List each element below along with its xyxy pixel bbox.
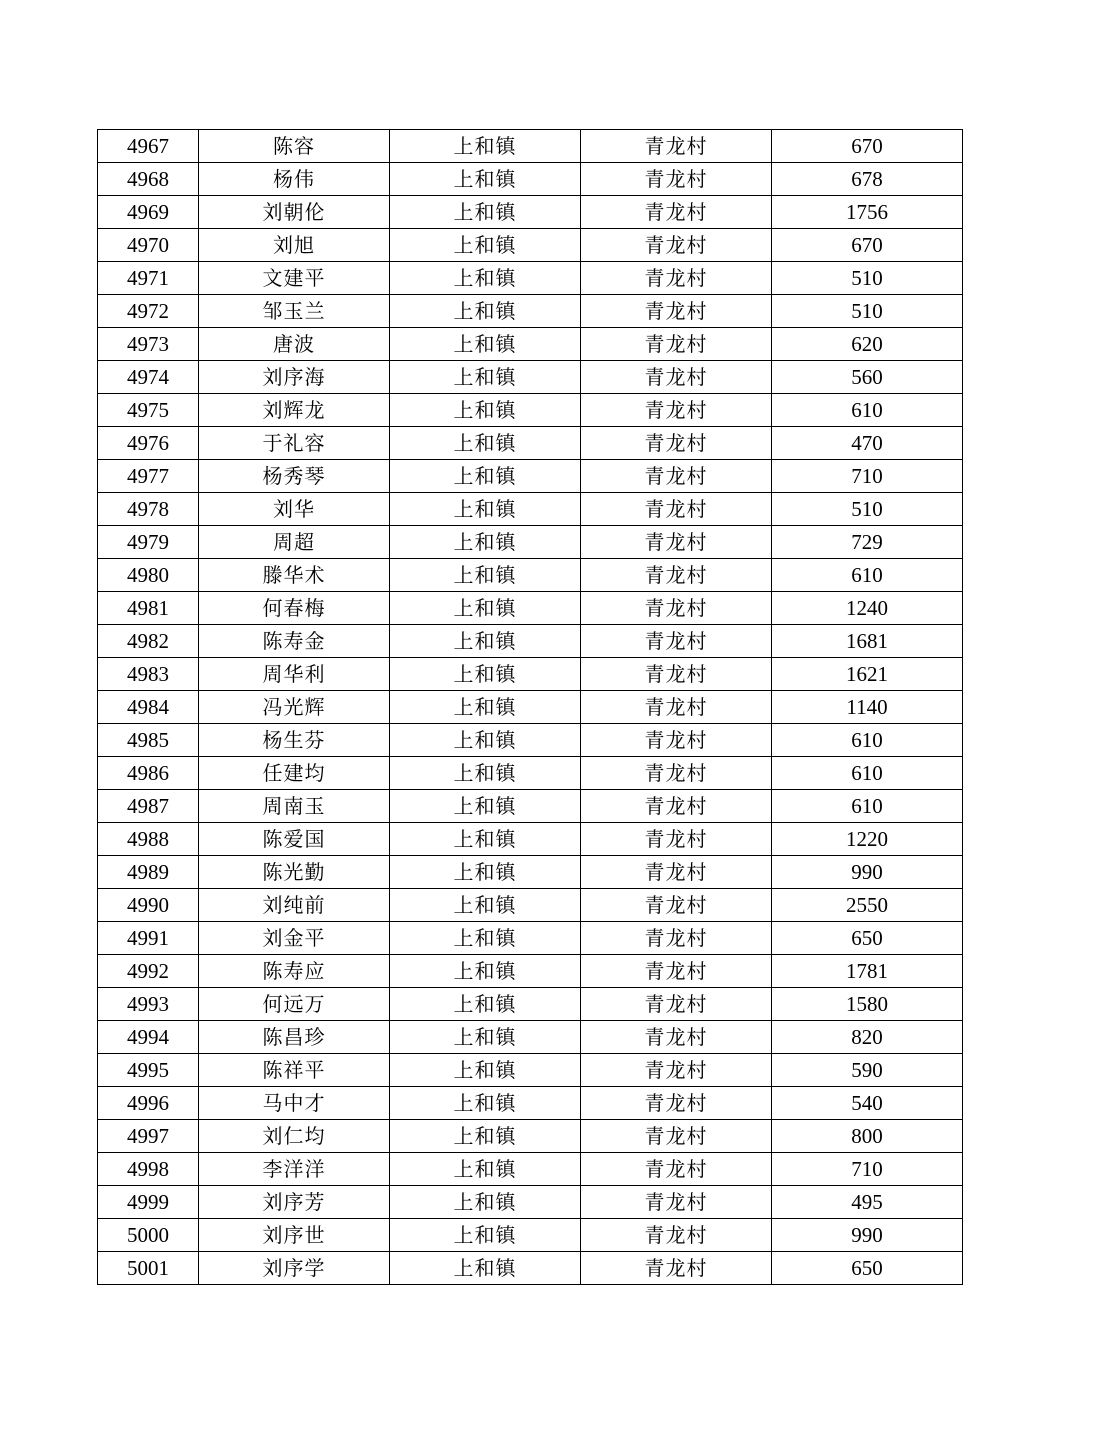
amount-cell: 610 <box>772 757 963 790</box>
village-cell: 青龙村 <box>581 163 772 196</box>
town-cell: 上和镇 <box>390 427 581 460</box>
town-cell: 上和镇 <box>390 196 581 229</box>
row-number-cell: 4982 <box>98 625 199 658</box>
name-cell: 陈寿应 <box>199 955 390 988</box>
row-number-cell: 4978 <box>98 493 199 526</box>
row-number-cell: 4996 <box>98 1087 199 1120</box>
town-cell: 上和镇 <box>390 394 581 427</box>
amount-cell: 540 <box>772 1087 963 1120</box>
village-cell: 青龙村 <box>581 724 772 757</box>
town-cell: 上和镇 <box>390 790 581 823</box>
row-number-cell: 5000 <box>98 1219 199 1252</box>
village-cell: 青龙村 <box>581 229 772 262</box>
table-row <box>98 757 963 790</box>
row-number-cell: 4994 <box>98 1021 199 1054</box>
table-row <box>98 856 963 889</box>
table-row <box>98 955 963 988</box>
amount-cell: 729 <box>772 526 963 559</box>
village-cell: 青龙村 <box>581 856 772 889</box>
name-cell: 陈昌珍 <box>199 1021 390 1054</box>
name-cell: 杨生芬 <box>199 724 390 757</box>
village-cell: 青龙村 <box>581 526 772 559</box>
village-cell: 青龙村 <box>581 1252 772 1285</box>
amount-cell: 710 <box>772 1153 963 1186</box>
village-cell: 青龙村 <box>581 988 772 1021</box>
amount-cell: 1621 <box>772 658 963 691</box>
town-cell: 上和镇 <box>390 1087 581 1120</box>
amount-cell: 1781 <box>772 955 963 988</box>
table-row <box>98 361 963 394</box>
row-number-cell: 4986 <box>98 757 199 790</box>
row-number-cell: 4995 <box>98 1054 199 1087</box>
amount-cell: 590 <box>772 1054 963 1087</box>
row-number-cell: 4999 <box>98 1186 199 1219</box>
village-cell: 青龙村 <box>581 658 772 691</box>
name-cell: 邹玉兰 <box>199 295 390 328</box>
village-cell: 青龙村 <box>581 790 772 823</box>
amount-cell: 495 <box>772 1186 963 1219</box>
town-cell: 上和镇 <box>390 262 581 295</box>
table-row <box>98 460 963 493</box>
village-cell: 青龙村 <box>581 1054 772 1087</box>
town-cell: 上和镇 <box>390 856 581 889</box>
table-row <box>98 823 963 856</box>
name-cell: 刘序世 <box>199 1219 390 1252</box>
table-row <box>98 1219 963 1252</box>
town-cell: 上和镇 <box>390 988 581 1021</box>
table-row <box>98 658 963 691</box>
row-number-cell: 5001 <box>98 1252 199 1285</box>
name-cell: 杨伟 <box>199 163 390 196</box>
table-row <box>98 724 963 757</box>
village-cell: 青龙村 <box>581 823 772 856</box>
table-row <box>98 1252 963 1285</box>
row-number-cell: 4991 <box>98 922 199 955</box>
town-cell: 上和镇 <box>390 295 581 328</box>
name-cell: 唐波 <box>199 328 390 361</box>
village-cell: 青龙村 <box>581 460 772 493</box>
village-cell: 青龙村 <box>581 559 772 592</box>
amount-cell: 670 <box>772 130 963 163</box>
village-cell: 青龙村 <box>581 196 772 229</box>
table-row <box>98 988 963 1021</box>
village-cell: 青龙村 <box>581 427 772 460</box>
name-cell: 李洋洋 <box>199 1153 390 1186</box>
village-cell: 青龙村 <box>581 328 772 361</box>
village-cell: 青龙村 <box>581 1186 772 1219</box>
table-row <box>98 229 963 262</box>
table-row <box>98 559 963 592</box>
amount-cell: 1580 <box>772 988 963 1021</box>
row-number-cell: 4968 <box>98 163 199 196</box>
name-cell: 刘仁均 <box>199 1120 390 1153</box>
name-cell: 周超 <box>199 526 390 559</box>
amount-cell: 610 <box>772 790 963 823</box>
name-cell: 陈爱国 <box>199 823 390 856</box>
village-cell: 青龙村 <box>581 1219 772 1252</box>
amount-cell: 510 <box>772 262 963 295</box>
row-number-cell: 4970 <box>98 229 199 262</box>
amount-cell: 1220 <box>772 823 963 856</box>
town-cell: 上和镇 <box>390 526 581 559</box>
table-row <box>98 922 963 955</box>
name-cell: 任建均 <box>199 757 390 790</box>
row-number-cell: 4992 <box>98 955 199 988</box>
table-body <box>98 130 963 1285</box>
table-row <box>98 691 963 724</box>
town-cell: 上和镇 <box>390 1219 581 1252</box>
row-number-cell: 4993 <box>98 988 199 1021</box>
town-cell: 上和镇 <box>390 889 581 922</box>
table-row <box>98 493 963 526</box>
row-number-cell: 4969 <box>98 196 199 229</box>
town-cell: 上和镇 <box>390 724 581 757</box>
name-cell: 陈容 <box>199 130 390 163</box>
row-number-cell: 4985 <box>98 724 199 757</box>
amount-cell: 610 <box>772 559 963 592</box>
table-row <box>98 1153 963 1186</box>
amount-cell: 820 <box>772 1021 963 1054</box>
village-cell: 青龙村 <box>581 922 772 955</box>
table-row <box>98 1021 963 1054</box>
row-number-cell: 4989 <box>98 856 199 889</box>
name-cell: 冯光辉 <box>199 691 390 724</box>
table-row <box>98 526 963 559</box>
name-cell: 刘旭 <box>199 229 390 262</box>
village-cell: 青龙村 <box>581 1087 772 1120</box>
town-cell: 上和镇 <box>390 592 581 625</box>
village-cell: 青龙村 <box>581 394 772 427</box>
amount-cell: 650 <box>772 1252 963 1285</box>
town-cell: 上和镇 <box>390 1054 581 1087</box>
name-cell: 刘序芳 <box>199 1186 390 1219</box>
name-cell: 刘纯前 <box>199 889 390 922</box>
town-cell: 上和镇 <box>390 1153 581 1186</box>
town-cell: 上和镇 <box>390 460 581 493</box>
name-cell: 于礼容 <box>199 427 390 460</box>
table-row <box>98 790 963 823</box>
town-cell: 上和镇 <box>390 1252 581 1285</box>
name-cell: 滕华术 <box>199 559 390 592</box>
name-cell: 周华利 <box>199 658 390 691</box>
town-cell: 上和镇 <box>390 955 581 988</box>
row-number-cell: 4977 <box>98 460 199 493</box>
name-cell: 刘序学 <box>199 1252 390 1285</box>
village-cell: 青龙村 <box>581 361 772 394</box>
amount-cell: 990 <box>772 856 963 889</box>
village-cell: 青龙村 <box>581 625 772 658</box>
village-cell: 青龙村 <box>581 1021 772 1054</box>
town-cell: 上和镇 <box>390 163 581 196</box>
row-number-cell: 4998 <box>98 1153 199 1186</box>
row-number-cell: 4997 <box>98 1120 199 1153</box>
name-cell: 周南玉 <box>199 790 390 823</box>
town-cell: 上和镇 <box>390 823 581 856</box>
row-number-cell: 4987 <box>98 790 199 823</box>
town-cell: 上和镇 <box>390 328 581 361</box>
name-cell: 陈寿金 <box>199 625 390 658</box>
name-cell: 马中才 <box>199 1087 390 1120</box>
town-cell: 上和镇 <box>390 361 581 394</box>
town-cell: 上和镇 <box>390 1186 581 1219</box>
amount-cell: 610 <box>772 724 963 757</box>
amount-cell: 650 <box>772 922 963 955</box>
row-number-cell: 4972 <box>98 295 199 328</box>
row-number-cell: 4983 <box>98 658 199 691</box>
village-cell: 青龙村 <box>581 889 772 922</box>
table-row <box>98 1186 963 1219</box>
name-cell: 何远万 <box>199 988 390 1021</box>
table-row <box>98 889 963 922</box>
name-cell: 刘华 <box>199 493 390 526</box>
amount-cell: 510 <box>772 295 963 328</box>
town-cell: 上和镇 <box>390 130 581 163</box>
amount-cell: 2550 <box>772 889 963 922</box>
amount-cell: 620 <box>772 328 963 361</box>
amount-cell: 670 <box>772 229 963 262</box>
name-cell: 刘朝伦 <box>199 196 390 229</box>
name-cell: 杨秀琴 <box>199 460 390 493</box>
table-row <box>98 394 963 427</box>
row-number-cell: 4984 <box>98 691 199 724</box>
amount-cell: 1681 <box>772 625 963 658</box>
name-cell: 陈光勤 <box>199 856 390 889</box>
table-row <box>98 625 963 658</box>
village-cell: 青龙村 <box>581 1120 772 1153</box>
amount-cell: 1756 <box>772 196 963 229</box>
row-number-cell: 4988 <box>98 823 199 856</box>
village-cell: 青龙村 <box>581 1153 772 1186</box>
name-cell: 文建平 <box>199 262 390 295</box>
row-number-cell: 4967 <box>98 130 199 163</box>
table-row <box>98 1087 963 1120</box>
name-cell: 刘金平 <box>199 922 390 955</box>
village-cell: 青龙村 <box>581 295 772 328</box>
town-cell: 上和镇 <box>390 757 581 790</box>
name-cell: 何春梅 <box>199 592 390 625</box>
table-row <box>98 196 963 229</box>
table-row <box>98 427 963 460</box>
amount-cell: 1240 <box>772 592 963 625</box>
village-cell: 青龙村 <box>581 955 772 988</box>
table-row <box>98 163 963 196</box>
amount-cell: 470 <box>772 427 963 460</box>
row-number-cell: 4980 <box>98 559 199 592</box>
table-row <box>98 262 963 295</box>
amount-cell: 610 <box>772 394 963 427</box>
town-cell: 上和镇 <box>390 658 581 691</box>
row-number-cell: 4973 <box>98 328 199 361</box>
table-row <box>98 328 963 361</box>
row-number-cell: 4975 <box>98 394 199 427</box>
row-number-cell: 4974 <box>98 361 199 394</box>
data-table <box>97 129 963 1285</box>
table-row <box>98 592 963 625</box>
row-number-cell: 4976 <box>98 427 199 460</box>
table-row <box>98 295 963 328</box>
village-cell: 青龙村 <box>581 592 772 625</box>
table-row <box>98 1120 963 1153</box>
amount-cell: 510 <box>772 493 963 526</box>
village-cell: 青龙村 <box>581 757 772 790</box>
village-cell: 青龙村 <box>581 130 772 163</box>
amount-cell: 678 <box>772 163 963 196</box>
table-row <box>98 1054 963 1087</box>
village-cell: 青龙村 <box>581 493 772 526</box>
town-cell: 上和镇 <box>390 691 581 724</box>
amount-cell: 560 <box>772 361 963 394</box>
town-cell: 上和镇 <box>390 559 581 592</box>
row-number-cell: 4990 <box>98 889 199 922</box>
town-cell: 上和镇 <box>390 922 581 955</box>
name-cell: 刘序海 <box>199 361 390 394</box>
row-number-cell: 4971 <box>98 262 199 295</box>
name-cell: 陈祥平 <box>199 1054 390 1087</box>
amount-cell: 710 <box>772 460 963 493</box>
table-row <box>98 130 963 163</box>
amount-cell: 990 <box>772 1219 963 1252</box>
town-cell: 上和镇 <box>390 1021 581 1054</box>
name-cell: 刘辉龙 <box>199 394 390 427</box>
village-cell: 青龙村 <box>581 691 772 724</box>
amount-cell: 1140 <box>772 691 963 724</box>
village-cell: 青龙村 <box>581 262 772 295</box>
town-cell: 上和镇 <box>390 493 581 526</box>
town-cell: 上和镇 <box>390 229 581 262</box>
amount-cell: 800 <box>772 1120 963 1153</box>
town-cell: 上和镇 <box>390 1120 581 1153</box>
row-number-cell: 4979 <box>98 526 199 559</box>
town-cell: 上和镇 <box>390 625 581 658</box>
row-number-cell: 4981 <box>98 592 199 625</box>
